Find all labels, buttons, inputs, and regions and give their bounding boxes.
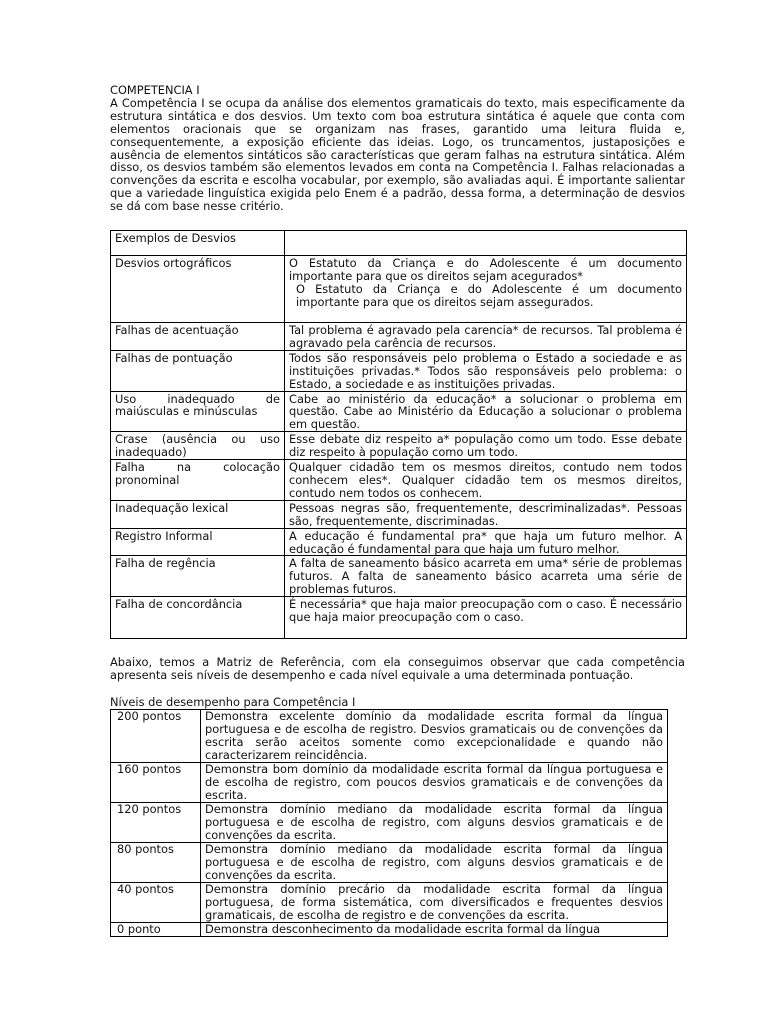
level-description: Demonstra bom domínio da modalidade escrita formal da língua portuguesa e de escolha de registro, com poucos desvios gramaticais e de convenções da escrita. [201, 763, 668, 803]
desvio-type: Crase (ausência ou uso inadequado) [111, 432, 285, 460]
desvio-type: Falha de concordância [111, 597, 285, 639]
table-row [111, 350, 687, 391]
level-points: 40 pontos [111, 883, 201, 923]
level-description: Demonstra domínio precário da modalidade escrita formal da língua portuguesa, de forma sistemática, com diversificados e frequentes desvios gramaticais, de escolha de registro e de convenções da escrita. [201, 883, 668, 923]
niveis-table [110, 709, 668, 937]
table-row [111, 763, 668, 803]
section-heading: COMPETENCIA I [110, 83, 200, 97]
level-points: 120 pontos [111, 803, 201, 843]
table-row [111, 256, 687, 323]
table-row [111, 597, 687, 639]
levels-title: Níveis de desempenho para Competência I [110, 694, 356, 709]
table-row [111, 883, 668, 923]
table-row [111, 460, 687, 501]
desvio-type: Desvios ortográficos [111, 256, 285, 323]
table-header-row [111, 231, 687, 256]
table-row [111, 500, 687, 528]
desvio-example: A falta de saneamento básico acarreta em uma* série de problemas futuros. A falta de saneamento básico acarreta uma série de problemas futuros. [285, 556, 687, 597]
desvio-example: Esse debate diz respeito a* população como um todo. Esse debate diz respeito à população como um todo. [285, 432, 687, 460]
desvio-type: Uso inadequado de maiúsculas e minúsculas [111, 391, 285, 432]
desvio-example: A educação é fundamental pra* que haja um futuro melhor. A educação é fundamental para que haja um futuro melhor. [285, 528, 687, 556]
level-description: Demonstra domínio mediano da modalidade escrita formal da língua portuguesa e de escolha de registro, com alguns desvios gramaticais e de convenções da escrita. [201, 803, 668, 843]
level-points: 160 pontos [111, 763, 201, 803]
desvio-example: Pessoas negras são, frequentemente, descriminalizadas*. Pessoas são, frequentemente, discriminadas. [285, 500, 687, 528]
desvio-example: Todos são responsáveis pelo problema o Estado a sociedade e as instituições privadas.* Todos são responsáveis pelo problema: o Estado, a sociedade e as instituições privadas. [285, 350, 687, 391]
desvio-type: Registro Informal [111, 528, 285, 556]
table-header-cell [285, 231, 687, 256]
desvio-example: É necessária* que haja maior preocupação com o caso. É necessário que haja maior preocupação com o caso. [285, 597, 687, 639]
desvio-example [285, 256, 687, 323]
matriz-paragraph: Abaixo, temos a Matriz de Referência, com ela conseguimos observar que cada competência apresenta seis níveis de desempenho e cada nível equivale a uma determinada pontuação. [110, 655, 685, 682]
level-points: 0 ponto [111, 923, 201, 937]
table-row [111, 710, 668, 763]
level-points: 200 pontos [111, 710, 201, 763]
example-text: O Estatuto da Criança e do Adolescente é um documento importante para que os direitos sejam assegurados. [296, 281, 682, 309]
desvio-type: Falhas de acentuação [111, 323, 285, 351]
table-row [111, 323, 687, 351]
table-row [111, 923, 668, 937]
desvio-type: Falha de regência [111, 556, 285, 597]
matriz-section [110, 656, 685, 709]
table-row [111, 432, 687, 460]
intro-section [110, 84, 685, 213]
table-row [111, 528, 687, 556]
example-text: O Estatuto da Criança e do Adolescente é um documento importante para que os direitos sejam acegurados* [289, 256, 682, 283]
desvio-example: Qualquer cidadão tem os mesmos direitos, contudo nem todos conhecem eles*. Qualquer cidadão tem os mesmos direitos, contudo nem todos os conhecem. [285, 460, 687, 501]
desvios-table [110, 230, 687, 639]
desvio-type: Inadequação lexical [111, 500, 285, 528]
table-row [111, 803, 668, 843]
desvio-example: Cabe ao ministério da educação* a solucionar o problema em questão. Cabe ao Ministério da Educação a solucionar o problema em questão. [285, 391, 687, 432]
level-description: Demonstra excelente domínio da modalidade escrita formal da língua portuguesa e de escolha de registro. Desvios gramaticais ou de convenções da escrita serão aceitos somente como excepcionalidade e quando não caracterizarem reincidência. [201, 710, 668, 763]
desvio-example: Tal problema é agravado pela carencia* de recursos. Tal problema é agravado pela carência de recursos. [285, 323, 687, 351]
desvio-type: Falhas de pontuação [111, 350, 285, 391]
level-description: Demonstra desconhecimento da modalidade escrita formal da língua [201, 923, 668, 937]
desvio-type: Falha na colocação pronominal [111, 460, 285, 501]
level-description: Demonstra domínio mediano da modalidade escrita formal da língua portuguesa e de escolha de registro, com alguns desvios gramaticais e de convenções da escrita. [201, 843, 668, 883]
table-header-cell: Exemplos de Desvios [111, 231, 285, 256]
table-row [111, 391, 687, 432]
level-points: 80 pontos [111, 843, 201, 883]
table-row [111, 556, 687, 597]
intro-paragraph: A Competência I se ocupa da análise dos elementos gramaticais do texto, mais especificamente da estrutura sintática e dos desvios. Um texto com boa estrutura sintática é aquele que conta com elementos oracionais que se organizam nas frases, garantido uma leitura fluida e, consequentemente, a exposição eficiente das ideias. Logo, os truncamentos, justaposições e ausência de elementos sintáticos são características que geram falhas na estrutura sintática. Além disso, os desvios também são elementos levados em conta na Competência I. Falhas relacionadas a convenções da escrita e escolha vocabular, por exemplo, são avaliadas aqui. É importante salientar que a variedade linguística exigida pelo Enem é a padrão, dessa forma, a determinação de desvios se dá com base nesse critério. [110, 95, 685, 214]
table-row [111, 843, 668, 883]
